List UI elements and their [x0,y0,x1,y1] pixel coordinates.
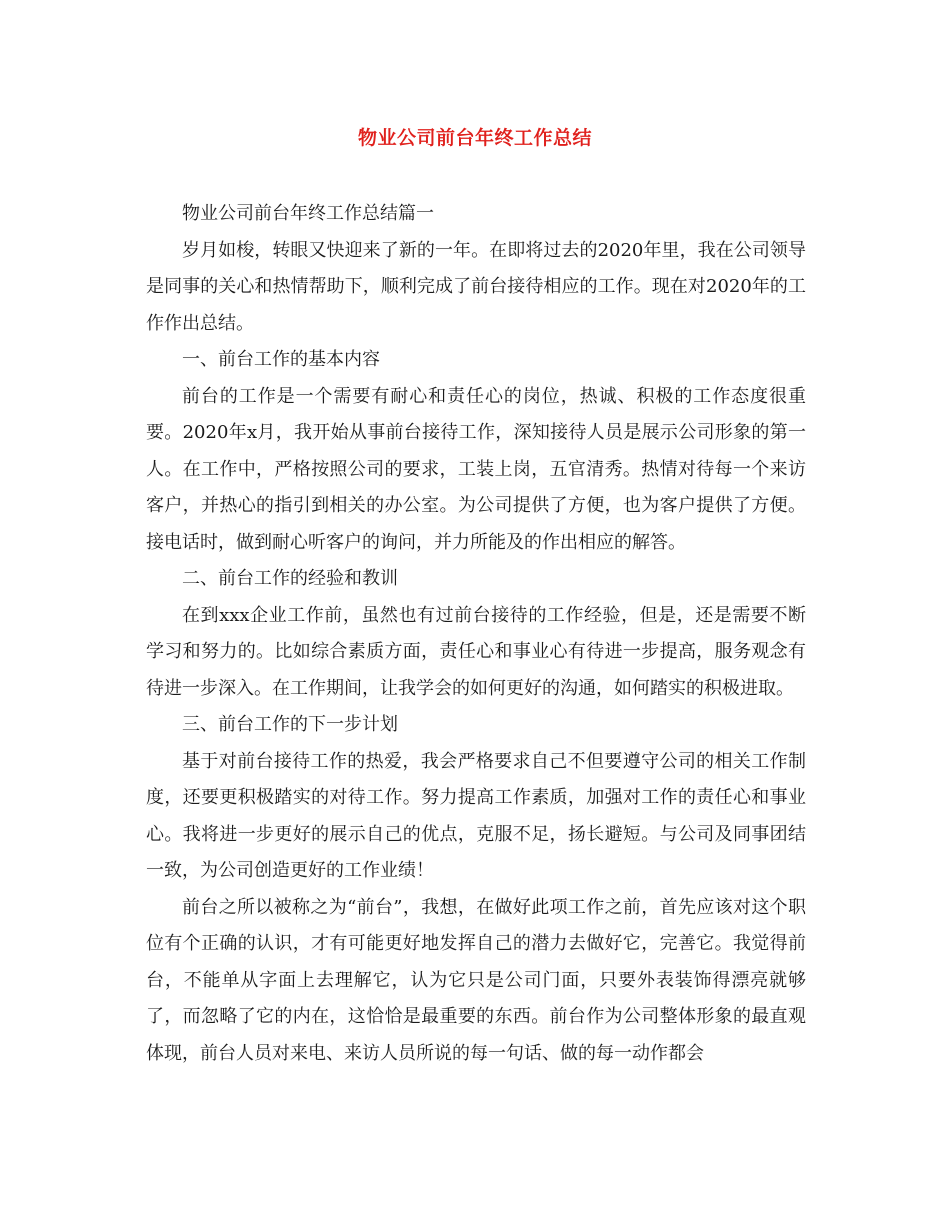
section-heading: 一、前台工作的基本内容 [182,349,380,370]
paragraph: 基于对前台接待工作的热爱，我会严格要求自己不但要遵守公司的相关工作制度，还要更积极踏实的对待工作。努力提高工作素质，加强对工作的责任心和事业心。我将进一步更好的展示自己的优点，克服不足，扬长避短。与公司及同事团结一致，为公司创造更好的工作业绩！ [146,750,806,881]
paragraph: 岁月如梭，转眼又快迎来了新的一年。在即将过去的2020年里，我在公司领导是同事的关心和热情帮助下，顺利完成了前台接待相应的工作。现在对2020年的工作作出总结。 [146,239,806,334]
section-heading: 物业公司前台年终工作总结篇一 [182,203,434,224]
document-title: 物业公司前台年终工作总结 [357,127,592,149]
section-heading: 三、前台工作的下一步计划 [182,714,398,735]
document-body [146,196,806,1072]
paragraph: 前台的工作是一个需要有耐心和责任心的岗位，热诚、积极的工作态度很重要。2020年x月，我开始从事前台接待工作，深知接待人员是展示公司形象的第一人。在工作中，严格按照公司的要求，工装上岗，五官清秀。热情对待每一个来访客户，并热心的指引到相关的办公室。为公司提供了方便，也为客户提供了方便。接电话时，做到耐心听客户的询问，并力所能及的作出相应的解答。 [146,385,806,553]
paragraph: 在到xxx企业工作前，虽然也有过前台接待的工作经验，但是，还是需要不断学习和努力的。比如综合素质方面，责任心和事业心有待进一步提高，服务观念有待进一步深入。在工作期间，让我学会的如何更好的沟通，如何踏实的积极进取。 [146,604,806,699]
paragraph: 前台之所以被称之为“前台”，我想，在做好此项工作之前，首先应该对这个职位有个正确的认识，才有可能更好地发挥自己的潜力去做好它，完善它。我觉得前台，不能单从字面上去理解它，认为它只是公司门面，只要外表装饰得漂亮就够了，而忽略了它的内在，这恰恰是最重要的东西。前台作为公司整体形象的最直观体现，前台人员对来电、来访人员所说的每一句话、做的每一动作都会 [146,896,806,1064]
section-heading: 二、前台工作的经验和教训 [182,568,398,589]
